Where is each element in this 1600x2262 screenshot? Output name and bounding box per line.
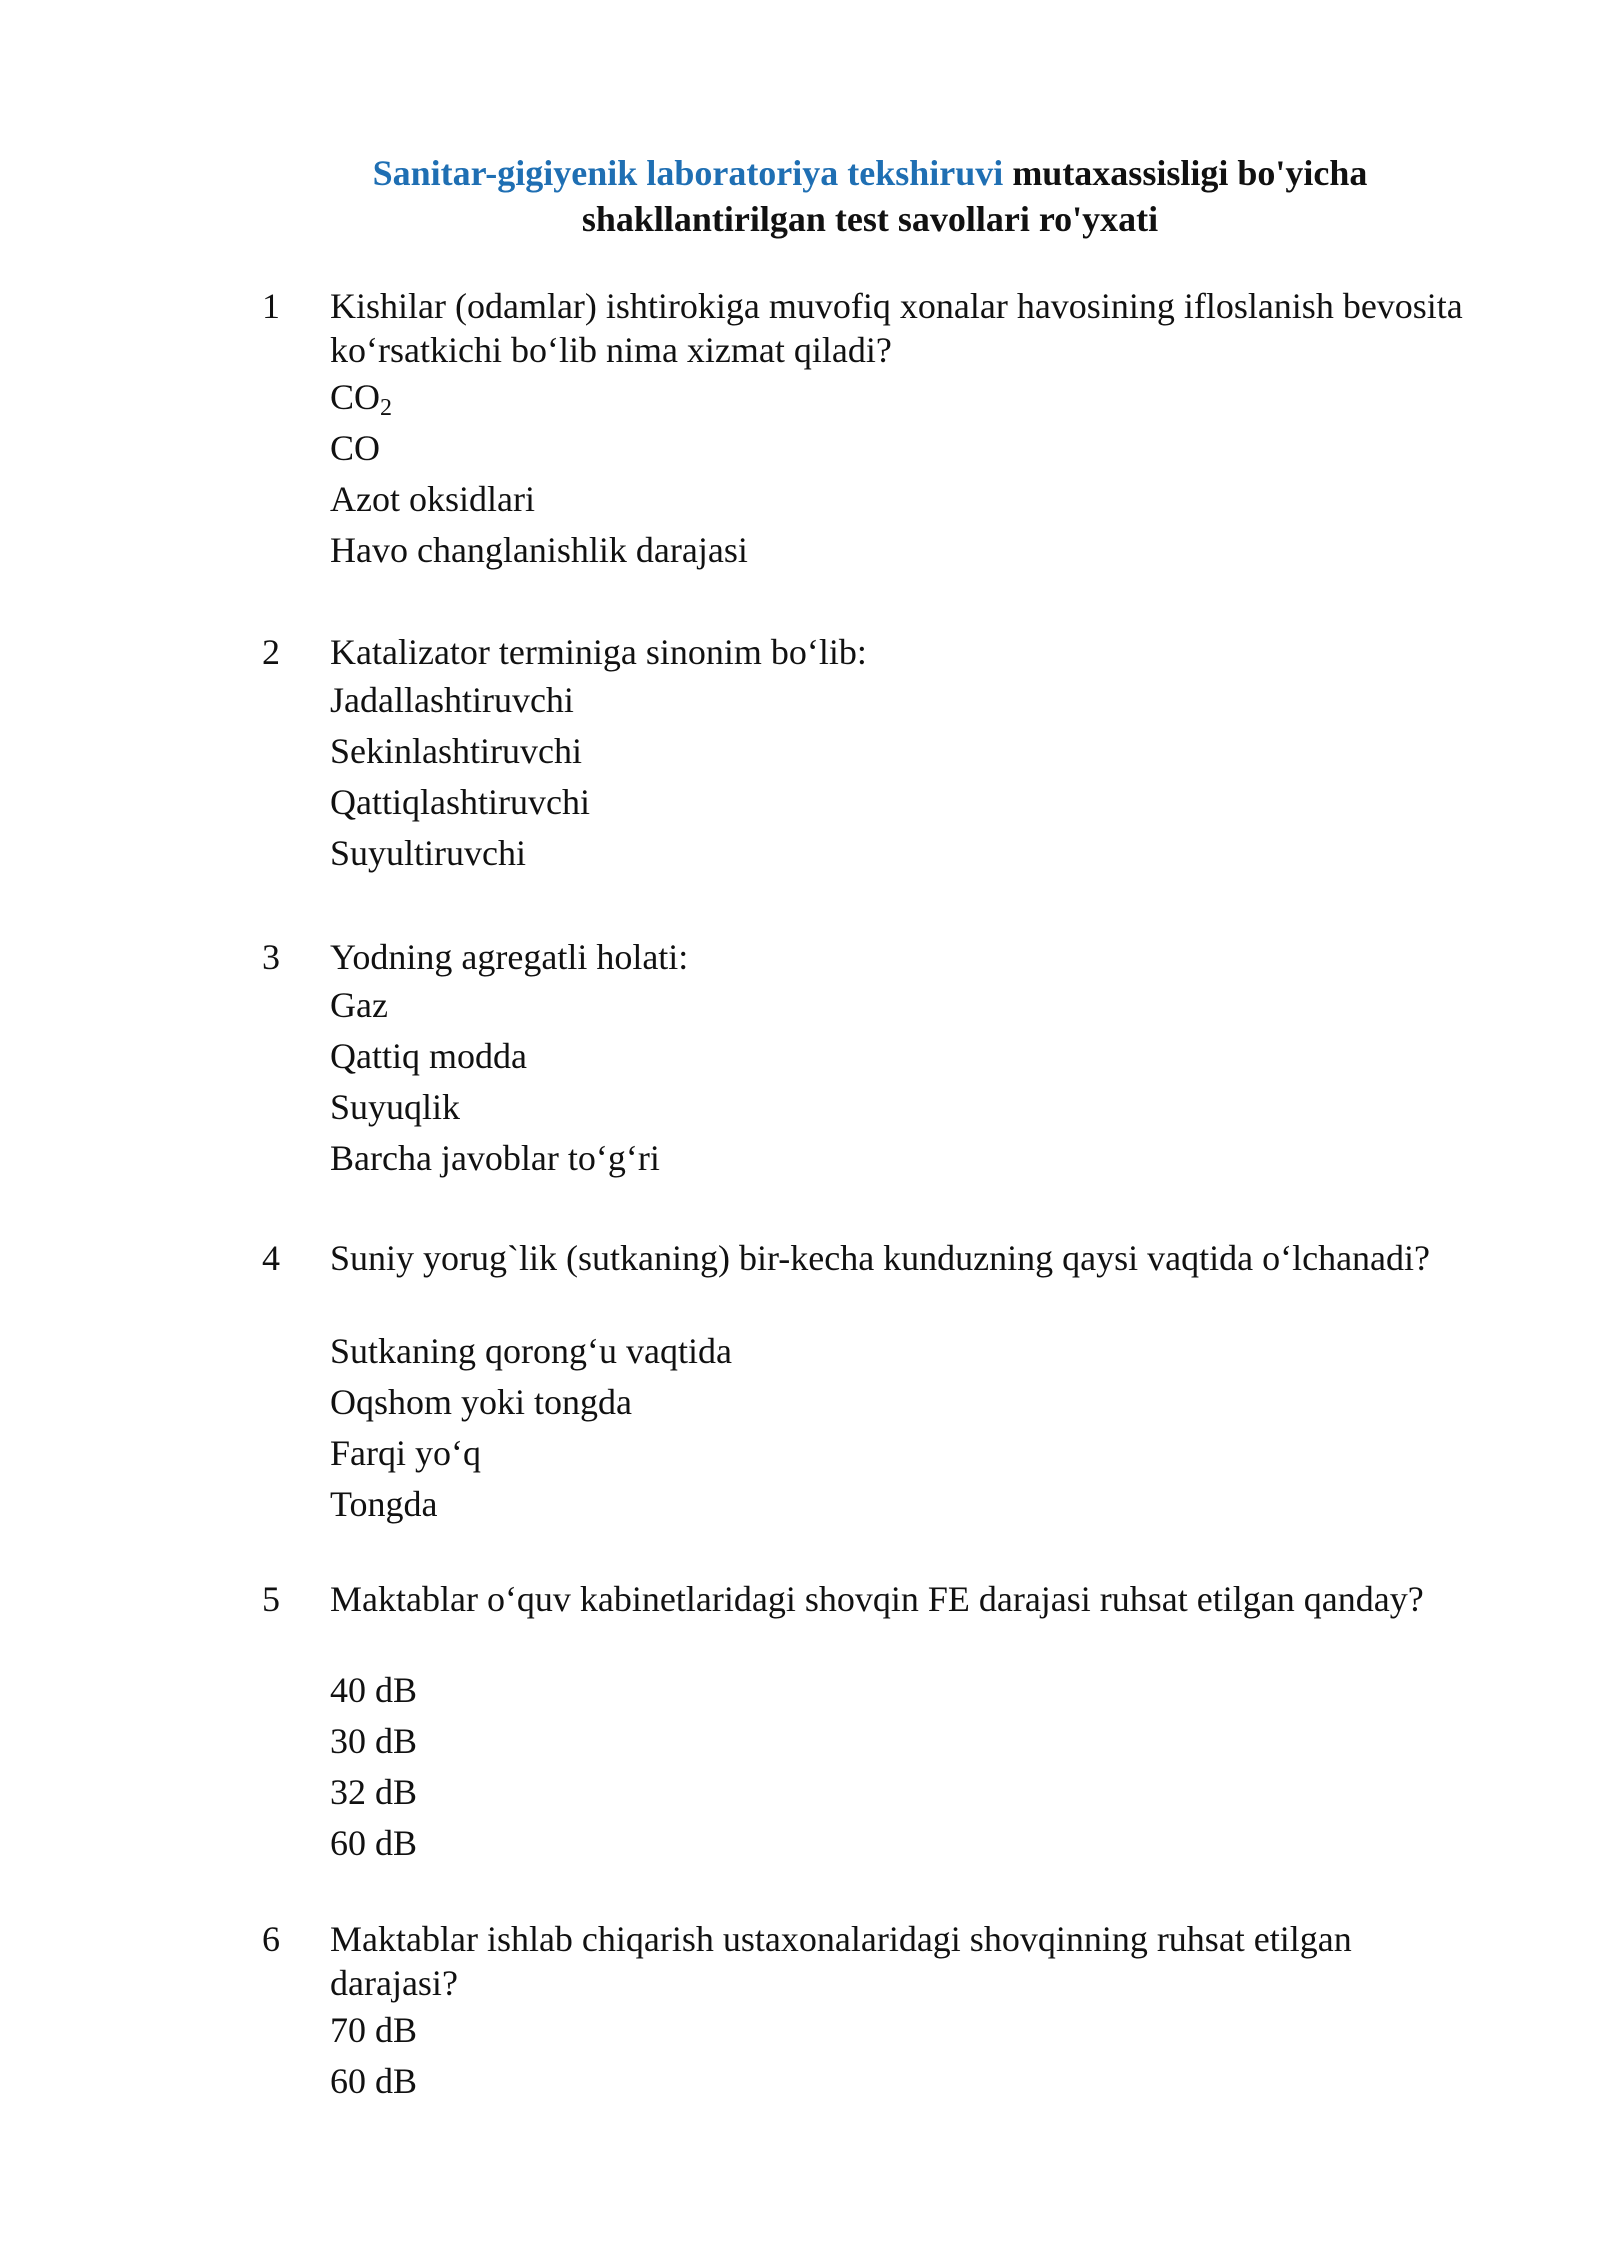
title-line2: shakllantirilgan test savollari ro'yxati [581, 199, 1159, 239]
answer-option: 30 dB [330, 1721, 418, 1761]
option-text: CO [330, 377, 381, 417]
answer-option: 70 dB [330, 2010, 418, 2050]
answer-option: Qattiqlashtiruvchi [330, 782, 590, 822]
answer-option: Sekinlashtiruvchi [330, 731, 582, 771]
answer-option: Jadallashtiruvchi [330, 680, 574, 720]
answer-options [330, 980, 1430, 1184]
answer-options [330, 2005, 1430, 2107]
answer-option: Tongda [330, 1484, 438, 1524]
question-text: Maktablar o‘quv kabinetlaridagi shovqin FE darajasi ruhsat etilgan qanday? [330, 1579, 1424, 1619]
answer-option: Farqi yo‘q [330, 1433, 481, 1473]
answer-options [330, 1326, 1430, 1530]
question-number: 4 [262, 1238, 280, 1278]
document-title [260, 150, 1480, 242]
option-subscript: 2 [380, 395, 393, 421]
answer-option: Azot oksidlari [330, 479, 535, 519]
answer-option: CO [330, 428, 381, 468]
answer-option: Suyultiruvchi [330, 833, 526, 873]
question-text: Maktablar ishlab chiqarish ustaxonalaridagi shovqinning ruhsat etilgan darajasi? [330, 1919, 1352, 2003]
title-rest-line1: mutaxassisligi bo'yicha [1003, 153, 1368, 193]
answer-option: 32 dB [330, 1772, 418, 1812]
answer-option: Oqshom yoki tongda [330, 1382, 632, 1422]
answer-option: Gaz [330, 985, 388, 1025]
answer-option: Havo changlanishlik darajasi [330, 530, 748, 570]
answer-options [330, 372, 1430, 576]
answer-options [330, 675, 1430, 879]
question-number: 3 [262, 937, 280, 977]
question-text: Yodning agregatli holati: [330, 937, 689, 977]
question-number: 5 [262, 1579, 280, 1619]
answer-option: 40 dB [330, 1670, 418, 1710]
title-accent: Sanitar-gigiyenik laboratoriya tekshiruvi [372, 153, 1004, 193]
answer-option: Qattiq modda [330, 1036, 527, 1076]
question-number: 6 [262, 1919, 280, 1959]
answer-option: Sutkaning qorong‘u vaqtida [330, 1331, 732, 1371]
question-number: 2 [262, 632, 280, 672]
answer-option: 60 dB [330, 1823, 418, 1863]
answer-option: 60 dB [330, 2061, 418, 2101]
question-number: 1 [262, 286, 280, 326]
question-text: Suniy yorug`lik (sutkaning) bir-kecha kunduzning qaysi vaqtida o‘lchanadi? [330, 1238, 1431, 1278]
answer-option [330, 372, 1430, 423]
answer-options [330, 1665, 1430, 1869]
question-text: Kishilar (odamlar) ishtirokiga muvofiq xonalar havosining ifloslanish bevosita ko‘rsatkichi bo‘lib nima xizmat qiladi? [330, 286, 1463, 370]
answer-option: Barcha javoblar to‘g‘ri [330, 1138, 660, 1178]
question-text: Katalizator terminiga sinonim bo‘lib: [330, 632, 867, 672]
answer-option: Suyuqlik [330, 1087, 461, 1127]
